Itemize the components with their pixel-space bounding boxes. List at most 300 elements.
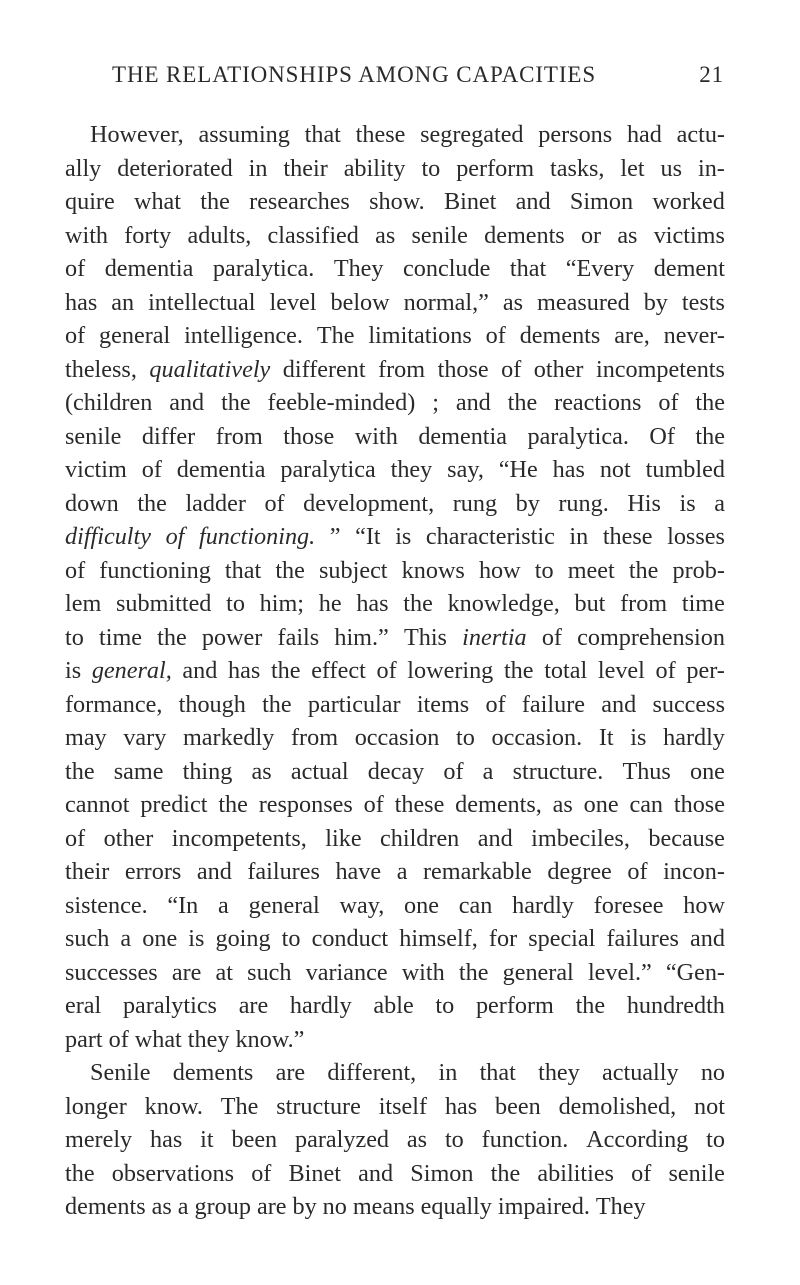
word: function. <box>481 1126 569 1153</box>
word: and <box>477 824 513 852</box>
word: perform <box>456 154 535 182</box>
word: the <box>275 556 305 584</box>
word: as <box>151 1193 172 1220</box>
word: the <box>270 657 301 684</box>
word: paralytics <box>122 992 217 1019</box>
word: the <box>403 590 433 617</box>
word: of <box>141 456 162 483</box>
word: say, <box>447 456 484 483</box>
word: dements, <box>455 791 542 818</box>
word: paralytica. <box>212 255 315 282</box>
word: dements <box>484 221 565 249</box>
word: of <box>65 556 86 584</box>
word: It <box>598 724 614 751</box>
word: intelligence. <box>184 322 303 349</box>
word: decay <box>367 757 425 785</box>
word: the <box>262 690 292 718</box>
word: ; <box>432 389 439 416</box>
word: as <box>502 288 524 316</box>
word: let <box>620 154 645 182</box>
word: other <box>533 355 584 383</box>
word: equally <box>420 1193 492 1220</box>
word: in <box>569 523 589 550</box>
word: group <box>194 1193 251 1220</box>
word: general <box>99 322 171 349</box>
word: However, <box>90 121 184 148</box>
word: fails <box>277 623 320 651</box>
word: other <box>103 824 154 852</box>
word: different <box>282 355 366 383</box>
word: no <box>322 1193 347 1220</box>
word: knowledge, <box>447 590 560 617</box>
word: His <box>627 489 661 517</box>
word: though <box>178 690 246 718</box>
word: dementia <box>418 422 507 450</box>
word: and <box>182 657 218 684</box>
word: by <box>515 489 540 517</box>
word: one <box>689 757 725 785</box>
word: down <box>65 489 119 517</box>
word: actually <box>602 1059 679 1086</box>
word: paralytica. <box>527 422 629 450</box>
text-line <box>65 587 725 621</box>
word: failure <box>521 690 585 718</box>
word: the <box>503 657 534 684</box>
word: incompetents, <box>171 824 307 852</box>
word: dement <box>653 255 725 282</box>
word: the <box>575 992 606 1019</box>
text-line <box>65 788 725 822</box>
word: theless, <box>65 355 137 383</box>
word: victims <box>653 221 725 249</box>
word: The <box>220 1092 259 1120</box>
word: different, <box>327 1059 417 1086</box>
word: they <box>538 1059 580 1086</box>
word: dementia <box>104 255 194 282</box>
text-line <box>65 319 725 353</box>
word: are, <box>614 322 650 349</box>
word: general <box>248 891 320 919</box>
word: the <box>218 791 248 818</box>
word: of <box>65 255 86 282</box>
text-line <box>65 1157 725 1191</box>
word: of <box>264 489 285 517</box>
word: how <box>683 891 725 919</box>
word: and <box>515 188 551 215</box>
text-line <box>65 654 725 688</box>
word: is <box>630 724 647 751</box>
word: as <box>552 791 573 818</box>
word: ability <box>343 154 406 182</box>
word: never- <box>663 322 725 349</box>
word: failures <box>606 925 679 952</box>
word: are <box>256 1193 287 1220</box>
word: classified <box>267 221 359 249</box>
word: from <box>215 422 263 450</box>
text-line <box>65 353 725 387</box>
word: dements <box>65 1193 146 1220</box>
word: errors <box>124 858 182 885</box>
word: like <box>325 824 362 852</box>
word: way, <box>339 891 385 919</box>
word: success <box>652 690 725 718</box>
word: is <box>679 489 696 517</box>
word: Binet <box>443 188 497 215</box>
word: they <box>187 1025 230 1053</box>
word: to <box>534 556 554 584</box>
word: can <box>629 791 664 818</box>
word: dementia <box>176 456 266 483</box>
word: tests <box>681 288 725 316</box>
word: predict <box>140 791 208 818</box>
word: “In <box>167 891 199 919</box>
word: hardly <box>289 992 352 1019</box>
word: to <box>444 1126 464 1153</box>
word: has <box>552 456 585 483</box>
word: meet <box>567 556 615 584</box>
word: assuming <box>198 121 290 148</box>
word: general <box>502 958 574 986</box>
running-head <box>112 62 724 92</box>
word: as <box>406 1126 428 1153</box>
word: senile <box>411 221 468 249</box>
word: has <box>356 590 389 617</box>
word: and <box>196 858 232 885</box>
word: of <box>655 657 676 684</box>
word: structure <box>276 1092 361 1120</box>
word: that <box>224 556 262 584</box>
word: structure. <box>512 757 604 785</box>
word: normal,” <box>403 288 489 316</box>
word: eral <box>65 992 102 1019</box>
word: part <box>65 1025 103 1053</box>
word: an <box>111 288 135 316</box>
word: total <box>544 657 588 684</box>
word: in <box>248 154 268 182</box>
word: what <box>133 188 182 215</box>
word: the <box>200 188 230 215</box>
word: of <box>363 791 384 818</box>
word: has <box>65 288 98 316</box>
word: actu- <box>676 121 725 148</box>
word: remarkable <box>423 858 532 885</box>
word: the <box>137 489 167 517</box>
word: by <box>292 1193 317 1220</box>
word: conclude <box>403 255 491 282</box>
word: has <box>444 1092 478 1120</box>
word: ally <box>65 154 102 182</box>
word: what <box>134 1025 182 1053</box>
word: abilities <box>537 1159 614 1187</box>
word: the <box>65 757 95 785</box>
word: observations <box>111 1159 235 1187</box>
word: development, <box>303 489 435 517</box>
text-line <box>65 219 725 253</box>
word: “He <box>498 456 538 483</box>
word: of <box>501 355 522 383</box>
word: as <box>251 757 272 785</box>
word: can <box>458 891 493 919</box>
word: variance <box>305 958 388 986</box>
word: in <box>438 1059 458 1086</box>
word: limitations <box>368 322 472 349</box>
text-line <box>65 152 725 186</box>
word: that <box>479 1059 516 1086</box>
word: not <box>694 1092 725 1120</box>
text-line <box>65 118 725 152</box>
word: in- <box>697 154 725 182</box>
word: Of <box>649 422 675 450</box>
word: had <box>626 121 662 148</box>
word: has <box>228 657 261 684</box>
text-line <box>65 1056 725 1090</box>
word: us <box>660 154 683 182</box>
word: the <box>221 389 251 416</box>
word: means <box>352 1193 415 1220</box>
word: feeble-minded) <box>267 389 416 416</box>
word: worked <box>652 188 725 215</box>
text-line <box>65 487 725 521</box>
word: for <box>488 925 518 952</box>
word: incon- <box>663 858 725 885</box>
word: with <box>354 422 398 450</box>
word: as <box>375 221 396 249</box>
word: of <box>631 1159 652 1187</box>
word: they <box>390 456 433 483</box>
word: to <box>706 1126 725 1153</box>
text-line <box>65 252 725 286</box>
word: he <box>318 590 342 617</box>
word: to <box>226 590 245 617</box>
word: one <box>142 925 178 952</box>
text-line <box>65 688 725 722</box>
word: the <box>157 623 187 651</box>
word: as <box>617 221 638 249</box>
word: difficulty <box>65 523 151 550</box>
word: itself <box>378 1092 428 1120</box>
word: at <box>215 958 233 986</box>
word: subject <box>319 556 388 584</box>
word: lowering <box>407 657 494 684</box>
word: same <box>113 757 164 785</box>
word: of <box>376 657 397 684</box>
word: such <box>65 925 110 952</box>
word: him; <box>259 590 305 617</box>
word: time <box>99 623 142 651</box>
word: tumbled <box>645 456 725 483</box>
word: actual <box>290 757 349 785</box>
word: a <box>396 858 408 885</box>
text-line <box>65 1090 725 1124</box>
word: perform <box>475 992 554 1019</box>
word: and <box>358 1159 394 1187</box>
word: and <box>690 925 725 952</box>
word: such <box>247 958 292 986</box>
word: been <box>231 1126 278 1153</box>
word: of <box>165 523 185 550</box>
word: know.” <box>235 1025 305 1053</box>
text-line <box>65 989 725 1023</box>
word: hardly <box>663 724 725 751</box>
word: segregated <box>420 121 524 148</box>
word: researches <box>249 188 350 215</box>
word: degree <box>547 858 612 885</box>
text-line <box>65 1023 725 1057</box>
body-text <box>65 118 725 1224</box>
word: They <box>333 255 384 282</box>
word: to <box>435 992 455 1019</box>
word: Simon <box>410 1159 474 1187</box>
word: knows <box>401 556 465 584</box>
word: imbeciles, <box>531 824 630 852</box>
word: because <box>648 824 725 852</box>
word: items <box>416 690 470 718</box>
text-line <box>65 956 725 990</box>
word: one <box>404 891 439 919</box>
word: of <box>627 858 648 885</box>
word: differ <box>141 422 196 450</box>
word: thing <box>182 757 233 785</box>
word: longer <box>65 1092 127 1120</box>
word: is <box>395 523 412 550</box>
word: of <box>541 623 562 651</box>
word: level.” <box>587 958 652 986</box>
word: paralyzed <box>295 1126 390 1153</box>
word: know. <box>144 1092 203 1120</box>
word: show. <box>369 188 425 215</box>
word: by <box>643 288 668 316</box>
word: but <box>574 590 606 617</box>
word: of <box>65 322 86 349</box>
word: vary <box>123 724 167 751</box>
word: are <box>171 958 202 986</box>
word: qualitatively <box>149 355 271 383</box>
word: “Gen- <box>665 958 725 986</box>
word: tasks, <box>550 154 605 182</box>
word: responses <box>258 791 353 818</box>
word: merely <box>65 1126 133 1153</box>
word: are <box>275 1059 306 1086</box>
word: are <box>238 992 269 1019</box>
word: the <box>628 556 659 584</box>
word: him.” <box>334 623 389 651</box>
word: effect <box>311 657 366 684</box>
word: conduct <box>311 925 389 952</box>
word: incompetents <box>595 355 725 383</box>
text-line <box>65 621 725 655</box>
word: reactions <box>554 389 642 416</box>
word: children <box>380 824 460 852</box>
word: formance, <box>65 690 163 718</box>
text-line <box>65 286 725 320</box>
word: with <box>401 958 445 986</box>
word: successes <box>65 958 158 986</box>
word: their <box>283 154 328 182</box>
word: forty <box>124 221 172 249</box>
word: or <box>580 221 602 249</box>
word: hardly <box>512 891 574 919</box>
word: impaired. <box>497 1193 590 1220</box>
word: quire <box>65 188 115 215</box>
word: hundredth <box>626 992 725 1019</box>
word: particular <box>307 690 401 718</box>
word: functioning <box>99 556 211 584</box>
word: Thus <box>622 757 671 785</box>
word: with <box>65 221 109 249</box>
text-line <box>65 755 725 789</box>
word: deteriorated <box>117 154 233 182</box>
word: the <box>507 389 538 416</box>
word: functioning. <box>198 523 316 550</box>
text-line <box>65 721 725 755</box>
word: to <box>421 154 441 182</box>
word: a <box>482 757 494 785</box>
word: the <box>490 1159 521 1187</box>
word: to <box>281 925 301 952</box>
word: these <box>394 791 445 818</box>
text-line <box>65 889 725 923</box>
word: victim <box>65 456 127 483</box>
word: of <box>108 1025 129 1053</box>
word: these <box>355 121 406 148</box>
word: have <box>335 858 382 885</box>
word: cannot <box>65 791 130 818</box>
word: losses <box>667 523 725 550</box>
word: lem <box>65 590 102 617</box>
word: measured <box>537 288 630 316</box>
word: comprehension <box>577 623 725 651</box>
word: how <box>478 556 521 584</box>
word: of <box>485 322 506 349</box>
word: to <box>65 623 84 651</box>
word: sistence. <box>65 891 148 919</box>
word: This <box>403 623 447 651</box>
text-line <box>65 185 725 219</box>
text-line <box>65 922 725 956</box>
word: and <box>455 389 491 416</box>
word: The <box>316 322 355 349</box>
word: occasion <box>354 724 440 751</box>
word: a <box>120 925 132 952</box>
word: paralytica <box>280 456 376 483</box>
word: power <box>201 623 263 651</box>
word: been <box>495 1092 541 1120</box>
word: a <box>218 891 229 919</box>
word: that <box>304 121 341 148</box>
word: the <box>65 1159 95 1187</box>
text-line <box>65 822 725 856</box>
word: foresee <box>593 891 664 919</box>
word: from <box>378 355 426 383</box>
word: it <box>200 1126 214 1153</box>
word: dements <box>172 1059 254 1086</box>
word: Senile <box>90 1059 151 1086</box>
word: able <box>373 992 414 1019</box>
word: to <box>456 724 475 751</box>
word: time <box>681 590 725 617</box>
word: from <box>620 590 668 617</box>
word: Simon <box>569 188 634 215</box>
word: of <box>658 389 679 416</box>
word: markedly <box>182 724 275 751</box>
word: of <box>251 1159 272 1187</box>
text-line <box>65 386 725 420</box>
word: (children <box>65 389 153 416</box>
word: ” <box>329 523 341 550</box>
word: submitted <box>116 590 212 617</box>
word: a <box>714 489 725 517</box>
word: failures <box>247 858 320 885</box>
